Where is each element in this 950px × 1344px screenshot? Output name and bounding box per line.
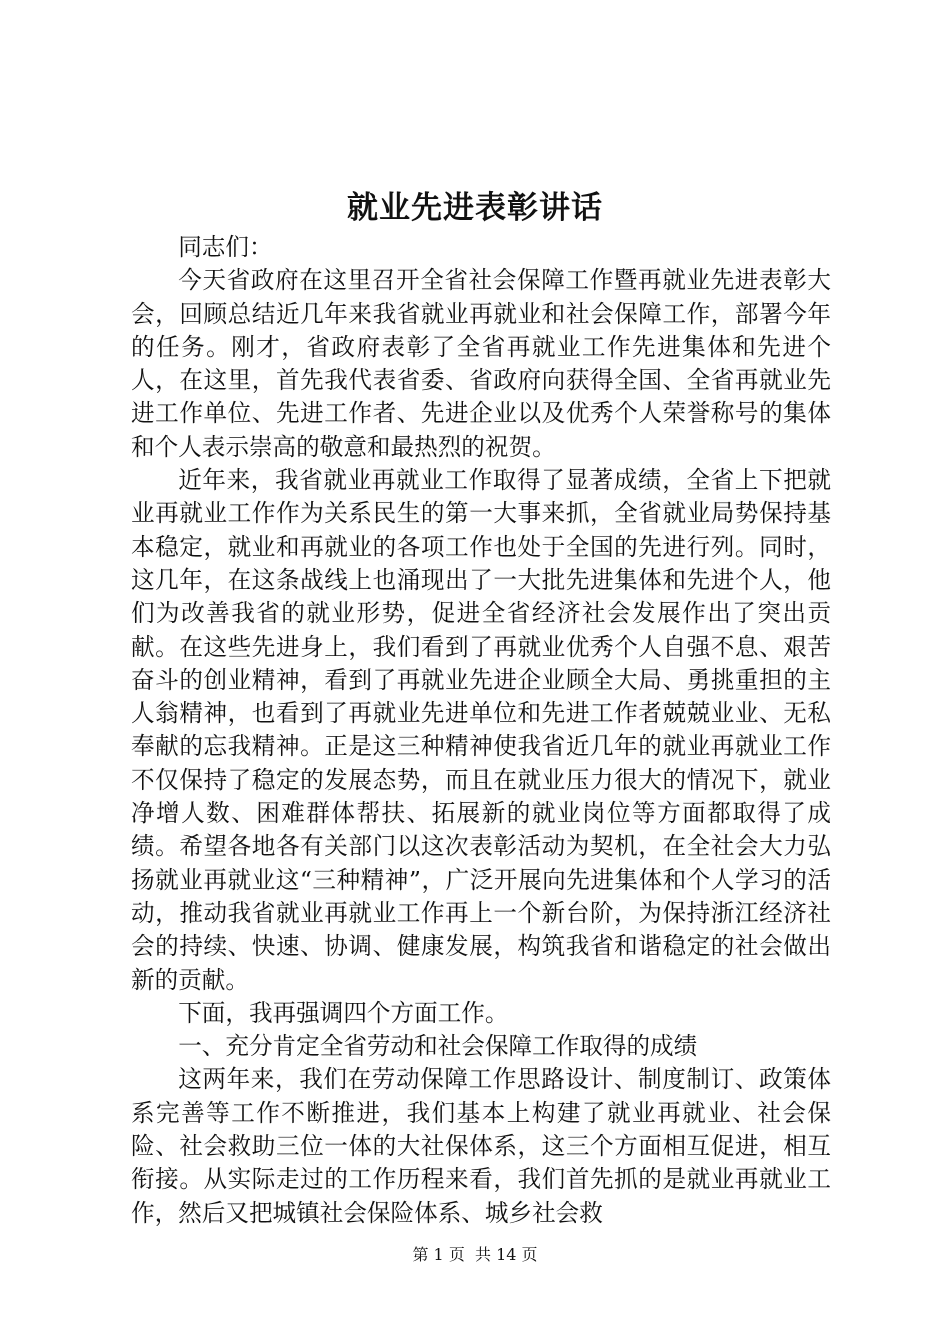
body-paragraph: 今天省政府在这里召开全省社会保障工作暨再就业先进表彰大会，回顾总结近几年来我省就业再就业和社会保障工作，部署今年的任务。刚才，省政府表彰了全省再就业工作先进集体和先进个人，在这里，首先我代表省委、省政府向获得全国、全省再就业先进工作单位、先进工作者、先进企业以及优秀个人荣誉称号的集体和个人表示崇高的敬意和最热烈的祝贺。 [131,266,831,461]
body-paragraph: 下面，我再强调四个方面工作。 [178,998,509,1027]
page-footer [0,1244,950,1266]
page-number: 第 1 页 共 14 页 [412,1245,538,1264]
document-body [131,231,831,1230]
salutation-paragraph: 同志们： [178,233,273,261]
body-paragraph: 这两年来，我们在劳动保障工作思路设计、制度制订、政策体系完善等工作不断推进，我们基本上构建了就业再就业、社会保险、社会救助三位一体的大社保体系，这三个方面相互促进，相互衔接。从实际走过的工作历程来看，我们首先抓的是就业再就业工作，然后又把城镇社会保险体系、城乡社会救 [131,1065,831,1227]
section-heading: 一、充分肯定全省劳动和社会保障工作取得的成绩 [178,1032,698,1061]
body-paragraph: 近年来，我省就业再就业工作取得了显著成绩，全省上下把就业再就业工作作为关系民生的第一大事来抓，全省就业局势保持基本稳定，就业和再就业的各项工作也处于全国的先进行列。同时，这几年，在这条战线上也涌现出了一大批先进集体和先进个人，他们为改善我省的就业形势，促进全省经济社会发展作出了突出贡献。在这些先进身上，我们看到了再就业优秀个人自强不息、艰苦奋斗的创业精神，看到了再就业先进企业顾全大局、勇挑重担的主人翁精神，也看到了再就业先进单位和先进工作者兢兢业业、无私奉献的忘我精神。正是这三种精神使我省近几年的就业再就业工作不仅保持了稳定的发展态势，而且在就业压力很大的情况下，就业净增人数、困难群体帮扶、拓展新的就业岗位等方面都取得了成绩。希望各地各有关部门以这次表彰活动为契机，在全社会大力弘扬就业再就业这“三种精神”，广泛开展向先进集体和个人学习的活动，推动我省就业再就业工作再上一个新台阶，为保持浙江经济社会的持续、快速、协调、健康发展，构筑我省和谐稳定的社会做出新的贡献。 [131,466,831,994]
document-title: 就业先进表彰讲话 [347,190,603,226]
